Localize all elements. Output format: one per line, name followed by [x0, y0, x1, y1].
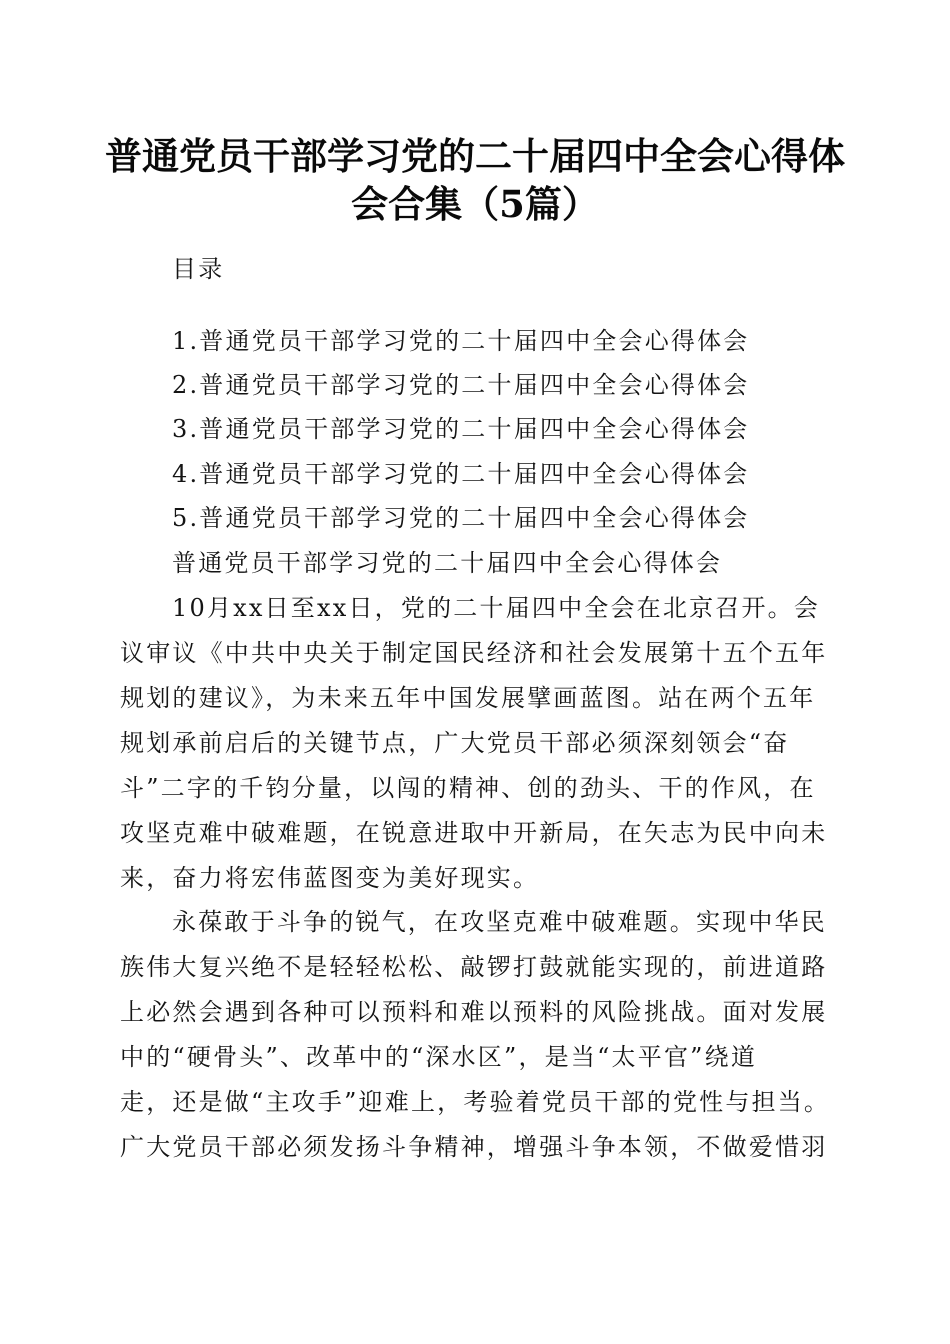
paragraph-line: 规划承前启后的关键节点，广大党员干部必须深刻领会“奋: [120, 729, 790, 757]
toc-item-2: 2.普通党员干部学习党的二十届四中全会心得体会: [172, 371, 750, 399]
paragraph-line: 中的“硬骨头”、改革中的“深水区”，是当“太平官”绕道: [120, 1043, 758, 1071]
paragraph-line: 广大党员干部必须发扬斗争精神，增强斗争本领，不做爱惜羽: [120, 1133, 828, 1161]
paragraph-line: 族伟大复兴绝不是轻轻松松、敲锣打鼓就能实现的，前进道路: [120, 953, 828, 981]
paragraph-line: 走，还是做“主攻手”迎难上，考验着党员干部的党性与担当。: [120, 1088, 831, 1116]
toc-item-4: 4.普通党员干部学习党的二十届四中全会心得体会: [172, 460, 750, 488]
toc-item-5: 5.普通党员干部学习党的二十届四中全会心得体会: [172, 504, 750, 532]
toc-heading: 目录: [172, 255, 225, 283]
paragraph-line: 上必然会遇到各种可以预料和难以预料的风险挑战。面对发展: [120, 998, 828, 1026]
paragraph-line: 攻坚克难中破难题，在锐意进取中开新局，在矢志为民中向未: [120, 819, 828, 847]
paragraph-1: [120, 586, 830, 901]
paragraph-line: 永葆敢于斗争的锐气，在攻坚克难中破难题。实现中华民: [172, 908, 827, 936]
toc-item-3: 3.普通党员干部学习党的二十届四中全会心得体会: [172, 415, 750, 443]
paragraph-2: [120, 900, 830, 1170]
document-title: [100, 132, 850, 228]
paragraph-line: 斗”二字的千钧分量，以闯的精神、创的劲头、干的作风，在: [120, 774, 816, 802]
toc-item-1: 1.普通党员干部学习党的二十届四中全会心得体会: [172, 327, 750, 355]
paragraph-line: 议审议《中共中央关于制定国民经济和社会发展第十五个五年: [120, 639, 828, 667]
title-line-2: 会合集（5篇）: [351, 182, 599, 226]
section-heading: 普通党员干部学习党的二十届四中全会心得体会: [172, 549, 723, 577]
paragraph-line: 来，奋力将宏伟蓝图变为美好现实。: [120, 864, 540, 892]
paragraph-line: 10月xx日至xx日，党的二十届四中全会在北京召开。会: [172, 594, 821, 622]
title-line-1: 普通党员干部学习党的二十届四中全会心得体: [105, 134, 845, 178]
paragraph-line: 规划的建议》，为未来五年中国发展擘画蓝图。站在两个五年: [120, 684, 816, 712]
